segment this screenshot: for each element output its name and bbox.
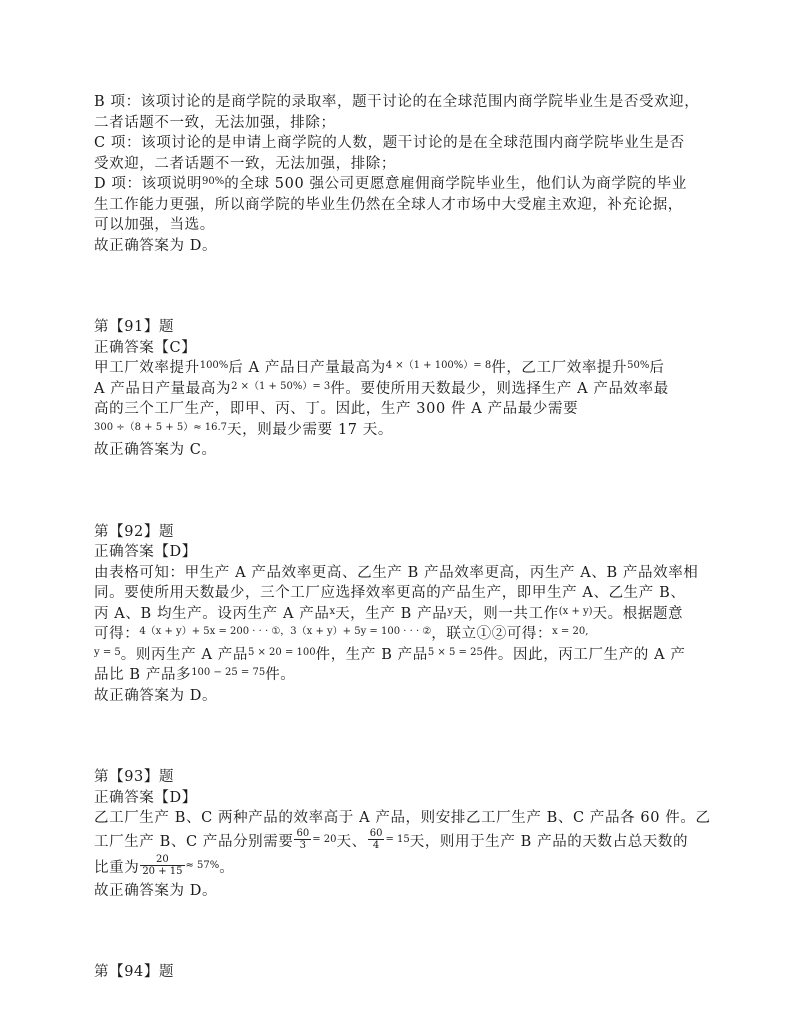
- text-line: [94, 358, 724, 379]
- text-run: 天，生产 B 产品: [335, 605, 448, 622]
- text-run: 二者话题不一致，无法加强，排除；: [94, 114, 336, 131]
- text-run: B 项：该项讨论的是商学院的录取率，题干讨论的在全球范围内商学院毕业生是否受欢迎，: [94, 94, 700, 110]
- text-line: [94, 855, 724, 881]
- text-run: 件。因此，丙工厂生产的 A 产: [482, 646, 686, 663]
- question-heading: [94, 767, 724, 788]
- text-line: [94, 604, 724, 625]
- text-run: 故正确答案为 D。: [94, 687, 218, 704]
- text-run: 。则丙生产 A 产品: [120, 646, 248, 663]
- text-run: 由表格可知：甲生产 A 产品效率更高、乙生产 B 产品效率更高，丙生产 A、B 产品效率相: [94, 564, 699, 581]
- text-run: 天，则一共工作: [453, 605, 559, 622]
- text-run: 第【91】题: [94, 319, 175, 335]
- text-run: D 项：该项说明: [94, 176, 203, 192]
- text-line: [94, 665, 724, 686]
- text-run: 品比 B 产品多: [94, 667, 192, 683]
- text-run: 第【94】题: [94, 964, 175, 980]
- math-formula: 50%: [627, 360, 650, 371]
- math-formula: = 15: [385, 833, 410, 845]
- math-formula: y: [447, 605, 454, 617]
- text-run: 正确答案【D】: [94, 544, 197, 560]
- text-run: 天、: [336, 833, 367, 850]
- text-line: [94, 195, 724, 216]
- math-formula: = 20: [312, 833, 337, 845]
- document-content: [94, 92, 724, 983]
- question-heading: [94, 317, 724, 338]
- text-run: 正确答案【C】: [94, 339, 197, 356]
- fraction: [140, 854, 184, 877]
- text-line: [94, 174, 724, 195]
- math-formula: 2 ×（1 + 50%）= 3: [231, 380, 331, 392]
- text-run: 工厂生产 B、C 产品分别需要: [94, 833, 294, 850]
- text-run: 甲工厂效率提升: [94, 360, 200, 376]
- text-line: [94, 645, 724, 666]
- text-run: ，联立①②可得：: [431, 626, 553, 642]
- text-run: 受欢迎，二者话题不一致，无法加强，排除；: [94, 155, 396, 172]
- text-run: 正确答案【D】: [94, 789, 197, 806]
- text-run: 可得：: [94, 626, 140, 642]
- text-run: 丙 A、B 均生产。设丙生产 A 产品: [94, 605, 330, 622]
- text-line: [94, 399, 724, 420]
- text-run: 的全球 500 强公司更愿意雇佣商学院毕业生，他们认为商学院的毕业: [224, 176, 687, 192]
- text-run: 可以加强，当选。: [94, 217, 215, 233]
- correct-answer: [94, 338, 724, 359]
- text-run: 天，则用于生产 B 产品的天数占总天数的: [409, 833, 689, 850]
- text-run: 第【92】题: [94, 523, 175, 540]
- fraction-numerator: 20: [140, 854, 184, 866]
- text-line: [94, 215, 724, 236]
- text-run: 件。: [265, 667, 296, 683]
- answer-line: [94, 881, 724, 902]
- fraction-numerator: 60: [296, 828, 310, 839]
- math-formula: x = 20,: [552, 626, 589, 637]
- math-formula: 100 − 25 = 75: [191, 667, 266, 678]
- math-formula: 5 × 5 = 25: [427, 646, 483, 658]
- answer-line: [94, 440, 724, 461]
- fraction-denominator: 20 + 15: [142, 866, 183, 877]
- text-line: [94, 808, 724, 829]
- question-heading: [94, 522, 724, 543]
- math-formula: 100%: [199, 360, 229, 371]
- text-run: 比重为: [94, 859, 140, 876]
- section-gap: [94, 901, 724, 962]
- text-run: A 产品日产量最高为: [94, 380, 232, 397]
- text-run: 第【93】题: [94, 769, 175, 785]
- text-line: [94, 829, 724, 855]
- math-formula: y = 5: [94, 646, 121, 658]
- text-line: [94, 379, 724, 400]
- text-line: [94, 563, 724, 584]
- text-run: 高的三个工厂生产，即甲、丙、丁。因此，生产 300 件 A 产品最少需要: [94, 401, 579, 417]
- text-run: 天。根据题意: [592, 605, 684, 622]
- fraction-denominator: 3: [299, 840, 307, 851]
- answer-line: [94, 686, 724, 707]
- text-line: [94, 133, 724, 154]
- section-gap: [94, 706, 724, 767]
- text-run: C 项：该项讨论的是申请上商学院的人数，题干讨论的是在全球范围内商学院毕业生是否: [94, 135, 685, 151]
- text-run: 件。要使所用天数最少，则选择生产 A 产品效率最: [330, 380, 669, 397]
- text-run: 生工作能力更强，所以商学院的毕业生仍然在全球人才市场中大受雇主欢迎，补充论据，: [94, 196, 683, 213]
- math-formula: 300 ÷（8 + 5 + 5）≈ 16.7: [94, 421, 228, 433]
- answer-line: [94, 236, 724, 257]
- text-line: [94, 624, 724, 645]
- question-heading: [94, 962, 724, 983]
- text-run: 乙工厂生产 B、C 两种产品的效率高于 A 产品，则安排乙工厂生产 B、C 产品各 60 件。乙: [94, 810, 711, 826]
- text-run: 故正确答案为 D。: [94, 237, 218, 254]
- text-run: 故正确答案为 D。: [94, 882, 218, 899]
- text-run: 件，生产 B 产品: [315, 646, 428, 663]
- math-formula: 4（x + y）+ 5x = 200 · · · ①，3（x + y）+ 5y = 100 · · · ②: [139, 626, 432, 637]
- math-formula: 4 ×（1 + 100%）= 8: [385, 360, 492, 371]
- text-run: 后 A 产品日产量最高为: [228, 360, 386, 376]
- text-run: 件，乙工厂效率提升: [491, 360, 628, 376]
- text-line: [94, 583, 724, 604]
- text-line: [94, 113, 724, 134]
- text-run: 。: [219, 859, 235, 876]
- text-run: 后: [649, 360, 665, 376]
- text-line: [94, 154, 724, 175]
- fraction: [294, 828, 311, 851]
- section-gap: [94, 256, 724, 317]
- math-formula: ≈ 57%: [185, 859, 220, 871]
- correct-answer: [94, 788, 724, 809]
- text-line: [94, 92, 724, 113]
- math-formula: 5 × 20 = 100: [247, 646, 316, 658]
- text-run: 故正确答案为 C。: [94, 442, 217, 458]
- text-line: [94, 420, 724, 441]
- math-formula: x: [329, 605, 336, 617]
- text-run: 同。要使所用天数最少，三个工厂应选择效率更高的产品生产，即甲生产 A、乙生产 B、: [94, 585, 686, 601]
- fraction: [368, 828, 385, 851]
- section-gap: [94, 461, 724, 522]
- math-formula: 90%: [202, 176, 225, 187]
- fraction-numerator: 60: [369, 828, 383, 839]
- fraction-denominator: 4: [372, 840, 380, 851]
- correct-answer: [94, 542, 724, 563]
- math-formula: (x + y): [558, 605, 593, 617]
- text-run: 天，则最少需要 17 天。: [227, 421, 393, 438]
